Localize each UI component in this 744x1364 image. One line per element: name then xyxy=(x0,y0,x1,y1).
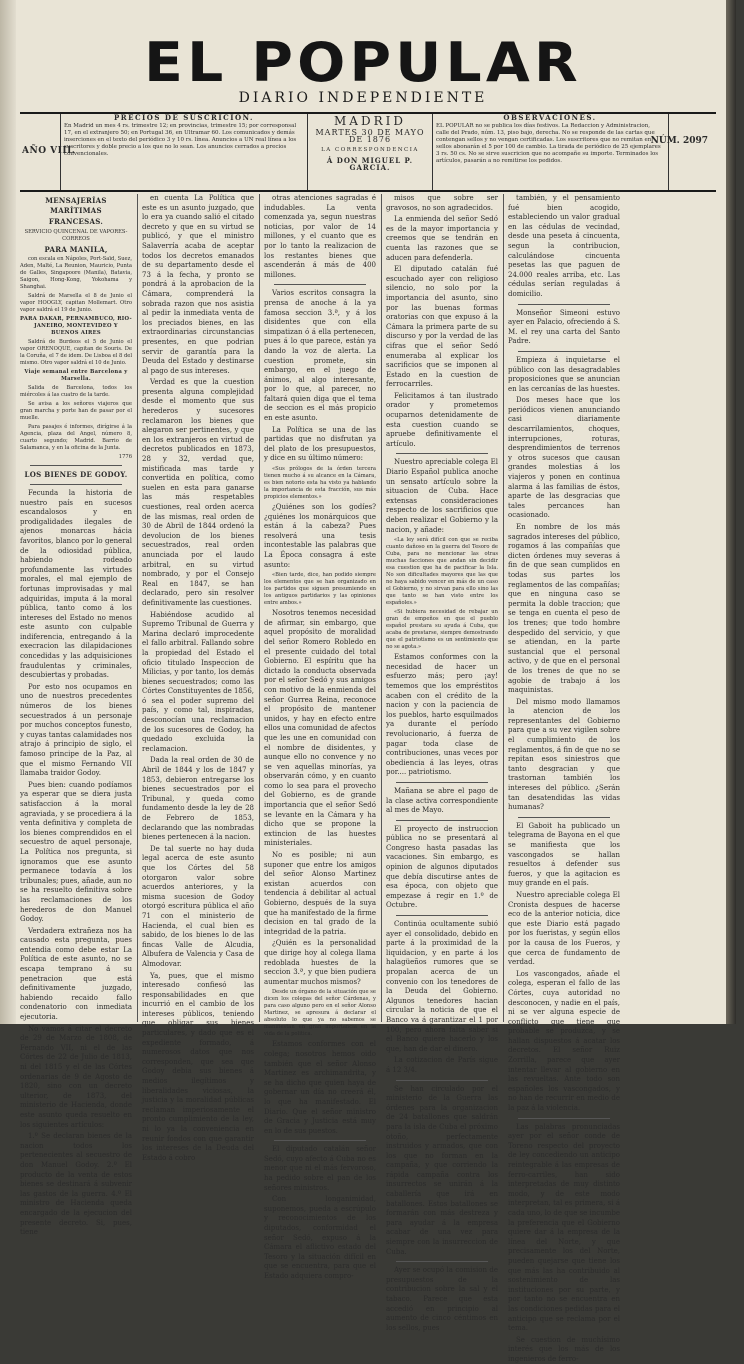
ad-reference: 1776 xyxy=(118,454,132,461)
article-paragraph: El proyecto de instruccion pública no se presentará al Congreso hasta pasadas las vacaciones. Sin embargo, es opinion de algunos diputados que debía discutirse antes de esa época, con objeto que empezase á regir en 1.º de Octubre. xyxy=(386,824,498,910)
article-paragraph: Estamos conformes con la necesidad de hacer un esfuerzo más; pero ¡ay! tememos que los empréstitos acaben con el crédito de la nacion y con la paciencia de los pueblos, harto esquilmados ya durante el período revolucionario, á fuerza de pagar toda clase de contribuciones, unas veces por obediencia á las leyes, otras por.... patriotismo. xyxy=(386,653,498,777)
article-paragraph: Pues bien: cuando podíamos ya esperar que se diera justa satisfaccion á la moral agraviada, y se procediera á la venta definitiva y completa de los bienes comprendidos en el secuestro de aquel personaje, La Política nos pregunta, si ignoramos que ese asunto permanece todavía á los tribunales; pues, añade, aun no se ha resuelto definitiva sobre las reclamaciones de los herederos de don Manuel Godoy. xyxy=(20,780,132,924)
section-divider xyxy=(274,284,366,285)
shipping-heading: MENSAJERÍAS MARÍTIMAS xyxy=(45,196,107,215)
article-paragraph: Felicitamos á tan ilustrado orador y prometemos ocuparnos detenidamente de esta cuestion cuando se apruebe definitivamente el artículo. xyxy=(386,391,498,448)
header-divider xyxy=(307,114,308,190)
shipping-text: Para pasajes é informes, dirígirse á la Agencia, plaza del Angel, número 8, cuarto segundo; Madrid. Barrio de Salamanca, y en la oficina de la Junta. xyxy=(20,424,132,452)
shipping-text: Se avisa a los señores viajeros que gran marcha y porte han de pasar por el muelle. xyxy=(20,401,132,422)
article-paragraph: Nuestro apreciable colega El Cronista despues de hacerse eco de la anterior noticia, dice que este Diario está pagado por los fueristas, y según ellos por la causa de los Fueros, y que cerca de fundamento de verdad. xyxy=(508,890,620,967)
article-paragraph: Ya, pues, que el mismo interesado confiesó las responsabilidades en que incurrió en el cambio de los intereses públicos, teniendo que obligar sus bienes particulares, y dado que es el expediente formado, á numerosos datos que nos corresponden, que sea que Godoy debia sus bienes á medios ilegítimos y liberalidades viciosas, la justicia y la moralidad públicas reclaman imperiosamente el pronto cumplimiento de la ley, ni lo ya la conveniencia en reunir fondos con que garantir los intereses de la Deuda del Estado á cobro xyxy=(142,971,254,1162)
issue-number: NÚM. 2097 xyxy=(650,136,708,146)
article-paragraph: Dada la real orden de 30 de Abril de 1844 y los de 1847 y 1853, debieron entregarse los bienes secuestrados por el Tribunal, y queda como fundamento desde la ley de 28 de Febrero de 1853, declarando que las nombradas bienes pertenecen á la nacion. xyxy=(142,756,254,842)
quoted-paragraph: «Sus prólogos de la órden tercera tienen mucho á su alcance en la Cámara, es bien notorio esta ha visto ya hablando la importancia de esta fracción, sus más propicios elementos.» xyxy=(264,466,376,501)
correspondence-label: LA CORRESPONDENCIA xyxy=(321,147,419,153)
shipping-heading: Viaje semanal entre Barcelona y Marsella. xyxy=(24,369,128,383)
article-paragraph: Con longanimidad, suponemos, pueda a escrúpulo y reconocimientos de los diputados, conformidad el señor Sedó, expuso á la Cámara el aflictivo estado del Tesoro y la situación difícil en que se encuentra, para que el Estado adquiera compro- xyxy=(264,1195,376,1280)
newspaper-subtitle: DIARIO INDEPENDIENTE xyxy=(238,90,488,106)
article-paragraph: El diputado catalán señor Sedó, cuyo afecto á Cuba no es menor que ni el más fervoroso, ha pedido sobre el pan de los señores ministros. xyxy=(264,1145,376,1192)
article-paragraph: Estamos conformes con el colega; nosotros hemos oido también que el señor Alonso Martinez es archimandrita, y se ha dicho que quien haya de gobernar un día no creerá él, lo que ha manifestado. El Diario. Que el señor ministro de Gracia y Justicia está muy en lo de sus puestos. xyxy=(264,1040,376,1135)
article-paragraph: Varios escritos consagra la prensa de anoche á la ya famosa seccion 3.ª, y á los disidentes que con ella simpatizan ó á ella pertenecen, pues á lo que parece, están ya dando la voz de alerta. La cuestion promete, sin embargo, en el juego de ánimos, al algo interesante, por lo que, al parecer, no faltará quien diga que el tema de seccion es el más propicio en este asunto. xyxy=(264,289,376,423)
shipping-text: Saldrá de Burdeos el 5 de Junio el vapor ORENOQUE, capitan de Souris. De la Coruña, el 7 de idem. De Lisboa el 8 del mismo. Otro vapor saldrá el 10 de Junio. xyxy=(20,339,132,367)
quoted-paragraph: «La ley será difícil con que se reciba cuanto dañoso en la guerra del Tesoro de Cuba, para no mencionar las otras muchas facciones que andan sin decidir esa cuestion que ha de pacificar la Isla. No son dificultades mayores que las que no haya sabido vencer en más de un caso el Gobierno, y no sirvan para ello sino las que tanto se han visto entre los españoles.» xyxy=(386,537,498,607)
article-paragraph: Las palabras pronunciadas ayer por el señor conde de Toreno respecto del proyecto de ley concediendo un anticipo reintegrable á las empresas de ferro-carriles, han sido interpretadas de muy distinto modo, y de este modo interpretan, tal es primera, si á cada uno, lo de que se incumbe la preferencia que el Gobierno quiere dar á la empresa de la línea del Norte, y que precisamente los del Norte, pueden quejarse que tiene los que más las ha contribuido al sostenimiento de las instituciones por su parte, y por tanto no se encuentra en las condiciones pedidas para el anticipo que se reclama por el tema. xyxy=(508,1122,620,1333)
year-label: AÑO VIII. xyxy=(22,146,76,156)
article-paragraph: Los vascongados, añade el colega, esperan el fallo de las Córtes, cuya autoridad no desconocen, y nadie en el país, ni se ver alguna especie de conflicto que tiene que probable se produzca, y se hallan dispuestos á acatar los decretos. El señor Ruiz Zorrilla, parece que ayer intentar llevar al gobierno en las revueltas. Ante todo son españoles los vascongados, y no han de recurrir en medio de la paz á la violencia. xyxy=(508,969,620,1113)
article-paragraph: Dos meses hace que los periódicos vienen anunciando casi diariamente descarrilamientos, choques, interrupciones, roturas, desprendimientos de terrenos y otros sucesos que causan grandes molestias á los viajeros y ponen en continua alarma á las familias de éstos, aparte de las desgracias que tales percances han ocasionado. xyxy=(508,396,620,520)
shipping-heading: PARA DAKAR, PERNAMBUCO, RIO-JANEIRO, MONTEVIDEO Y BUENOS AIRES xyxy=(20,316,132,337)
shipping-text: Salida de Barcelona, todos los miércoles á las cuatro de la tarde. xyxy=(20,385,132,399)
article-paragraph: Empieza á inquietarse el público con las desagradables proposiciones que se anuncian en las cercanías de las huestes. xyxy=(508,355,620,393)
masthead xyxy=(0,31,726,106)
article-paragraph: Mañana se abre el pago de la clase activa correspondiente al mes de Mayo. xyxy=(386,786,498,815)
article-paragraph: en cuenta La Política que este es un asunto juzgado, que lo era ya cuando salió el citado decreto y que en su virtud se publicó, y que el ministro Salaverría acaba de aceptar todos los decretos emanados de su departamento desde el 73 á la fecha, y pronto se pondrá á la aprobacion de la Cámara, comprenderá la sobrada razon que nos asistia al pedir la inmediata venta de los preciados bienes, en las extraordinarias circunstancias presentes, en que podrian servir de garantía para la Deuda del Estado y destinarse al pago de sus intereses. xyxy=(142,194,254,375)
page-binding xyxy=(0,0,16,1024)
article-paragraph: Se cuestion de muchísimo interés que los más de los ingenieros de ferro- xyxy=(508,1335,620,1363)
shipping-text: Saldrá de Marsella el 8 de Junio el vapor HOOGLY, capitan Mollemart. Otro vapor saldrá el 19 de Junio. xyxy=(20,293,132,314)
column-1 xyxy=(20,194,132,1237)
article-paragraph: Se han circulado por el ministerio de la Guerra las órdenes para la organizacion de 24 batallones que saldrán para la isla de Cuba el próximo otoño, perfectamente instruidos y armados, que con los que no forman en la campaña, y que corriendo la rápida campaña contra los insurrectos se unirán á la caballería que irá en batallones. Estos batallones se formarán con más destreza y para ayudar á la empresa acabar de una vez para siempre con la insurreccion de Cuba. xyxy=(386,1084,498,1256)
quoted-paragraph: Desde un órgano de la situación que se dicen los colegas del señor Cárdenas, y para caso alguno pero en el señor Alonso Martinez, se apresura á declarar el absoluto lo que ya no sabemos se manifiestan en gran importancia en la vida de la politica. xyxy=(264,989,376,1038)
observaciones-text: EL POPULAR no se publica los días festivos. La Redaccion y Administracion, calle del Prado, núm. 13, piso bajo, derecha. No se responde de las cartas que contengan sellos y no vengan certificadas. Los suscritores que no remitan en sellos abonarán el 5 por 100 de cambio. La tirada de periódico de 25 ejemplares 3 rs. 50 cs. No se sirve suscricion que no acompañe su importe. Terminados los artículos, pasarán a no remitirse los pedidos. xyxy=(436,123,661,164)
article-paragraph: Por esto nos ocupamos en uno de nuestros precedentes números de los bienes secuestrados á un personaje por muchos conceptos funesto, y cuyas tantas calamidades nos atrajo á principio de siglo, el famoso principe de la Paz, al que el mismo Fernando VII llamaba traidor Godoy. xyxy=(20,682,132,778)
article-paragraph: ¿Quiénes son los godíes? ¿quiénes los monárquicos que están á la cabeza? Pues resolverá una tesis incontestable las palabras que La Época consagra á este asunto: xyxy=(264,503,376,569)
article-paragraph: La cotizacion de París sigue á 12 3/4. xyxy=(386,1056,498,1074)
column-rule xyxy=(259,194,260,1022)
article-paragraph: otras atenciones sagradas é indudables. La venta comenzada ya, segun nuestras noticias, por valor de 14 millones, y el cuanto que es por lo tanto la realizacion de los restantes bienes que ascenderán á más de 400 millones. xyxy=(264,194,376,279)
article-paragraph: misos que sobre ser gravosos, no son agradecidos. xyxy=(386,194,498,212)
section-divider xyxy=(396,1080,488,1081)
column-3 xyxy=(264,194,376,1280)
section-divider xyxy=(30,484,122,485)
body-columns xyxy=(20,194,720,1363)
article-paragraph: ¿Quién es la personalidad que dirige hoy al colega llama redoblada huestes de la seccion 3.ª, y que bien pudiera aumentar muchos mismos? xyxy=(264,939,376,986)
header-divider xyxy=(60,114,61,190)
section-divider xyxy=(396,820,488,821)
article-paragraph: En nombre de los más sagrados intereses del público, rogamos á las compañías que dicten órdenes muy severas á fin de que sean cumplidos en todas sus partes los reglamentos de las compañías; que en ninguna caso se permita la doble traccion; que se tenga en cuenta el peso de los trenes; que todo hombre despedido del servicio, y que se atiendan, en la parte sustancial que el personal activo, y de que en el personal de los trenes de que no se agobie de trabajo á los maquinistas. xyxy=(508,523,620,695)
section-divider xyxy=(274,1140,366,1141)
article-paragraph: Verdadera extrañeza nos ha causado esta pregunta, pues entendia como debe estar La Política de este asunto, no se escapa temprano á su penetracion que está definitivamente juzgado, habiendo recaido fallo condenatorio con inmediata ejecutoria. xyxy=(20,926,132,1022)
section-divider xyxy=(518,304,610,305)
precios-text: En Madrid un mes 4 rs. trimestre 12; en provincias, trimestre 15; por corresponsal 17, en el extranjero 50; en Portugal 36, en Ultramar 60. Los comunicados y demás inserciones en el texto del periódico 3 y 10 rs. línea. Anuncios a UN real línea a los suscritores y doble precio a los que no lo sean. Los anuncios cerrados a precios convencionales. xyxy=(64,123,297,157)
section-divider xyxy=(396,782,488,783)
article-paragraph: Continúa ocultamente subió ayer el consolidado, debido en parte á la proximidad de la liquidacion, y en parte á los halagüeños rumores que se propalan acerca de un convenio con los tenedores de la Deuda del Gobierno. Algunos tenedores hacian circular la noticia de que el Banco va á garantizar el 1 por 100, pero ahora falta saber si el Banco quiere hacerlo y los que, han de dar el dinero. xyxy=(386,920,498,1053)
header-bottom-rule xyxy=(20,190,716,192)
column-5 xyxy=(508,194,620,1363)
article-paragraph: Nuestro apreciable colega El Diario Español publica anoche un sensato artículo sobre la situacion de Cuba. Hace extensas consideraciones respecto de los sacrificios que deben realizar el Gobierno y la nacion, y añade: xyxy=(386,458,498,534)
newspaper-title: EL POPULAR xyxy=(144,31,582,94)
article-paragraph: también, y el pensamiento fué bien acogido, estableciendo un valor gradual en las cédulas de vecindad, desde una peseta á cincuenta, segun la contribucion, calculándose cincuenta pesetas las que paguen de 24.000 reales arriba, etc. Las cédulas serían reguladas á domicilio. xyxy=(508,194,620,298)
precios-box xyxy=(64,114,304,158)
precios-title: PRECIOS DE SUSCRICION. xyxy=(114,113,254,122)
date-label: MARTES 30 DE MAYO DE 1876 xyxy=(315,128,425,144)
article-paragraph: Verdad es que la cuestion presenta alguna complejidad desde el momento que sus herederos y sucesores reclamaron los bienes que alegaron ser pertinentes, y que en los extranjeros en virtud de decretos publicados en 1873, 28 y 32, verdad que, mistificada mas tarde y convertida en política, como suelen en esta para ganarse las más respetables cuestiones, real orden acerca de las mismas, real orden de 30 de Abril de 1844 ordenó la devolucion de los bienes secuestrados, real orden anunciada por el laudo arbitral, en su virtud nombrado, y por el Consejo Real en 1847, se han declarado, pero sin resolver definitivamente las cuestiones. xyxy=(142,378,254,607)
article-paragraph: De tal suerte no hay duda legal acerca de este asunto que los Córtes del 58 otorgaron valor sobre acuerdos anteriores, y la misma sucesion de Godoy otorgó escritura pública el año 71 con el ministerio de Hacienda, el cual bien es sabido, de los bienes lo de las fincas Valle de Alcudia, Albufera de Valencia y Casa de Almodovar. xyxy=(142,844,254,968)
shipping-subheading: SERVICIO QUINCENAL DE VAPORES-CORREOS xyxy=(24,228,128,242)
article-paragraph: El Gaboit ha publicado un telegrama de Bayona en el que se manifiesta que los vascongados se hallan resueltos á defender sus fueros, y que la agitacion es muy grande en el país. xyxy=(508,821,620,888)
column-rule xyxy=(137,194,138,1022)
article-title: LOS BIENES DE GODOY. xyxy=(24,470,128,480)
section-divider xyxy=(396,453,488,454)
article-paragraph: Fecunda la historia de nuestro país en sucesos escandalosos y en prodigalidades ilegales de ajenos monarcas hácia favoritos, blanco por lo general de la odiosidad pública, habiendo rodeado profundamente las virtudes morales, el mal ejemplo de fortunas improvisadas y mal adquiridas, imputa á la moral pública, tanto como á los intereses del Estado no menos este asunto con culpable indiferencia, entregando á la execracion las dilapidaciones concedidas y las adquisiciones fraudulentas y criminales, descubiertas y probadas. xyxy=(20,488,132,680)
observaciones-box xyxy=(436,114,664,165)
column-rule xyxy=(503,194,504,1022)
correspondence-address: Á DON MIGUEL P. GARCIA. xyxy=(326,156,414,172)
dateline-box xyxy=(310,114,430,171)
section-divider xyxy=(518,817,610,818)
article-paragraph: No vamos á citar el decreto de 29 de Marzo de 1808, de Fernando VII, ni el de las Córtes de 22 de Julio de 1813, ni del 1815 y el de las Córtes ordenarias de 9 de Agosto de 1820, sino con un decreto ulterior, de 1873, del ministerio de Hacienda, donde este asunto queda resuelto en los siguientes artículos: xyxy=(20,1024,132,1129)
volume-edge xyxy=(726,0,736,1024)
article-paragraph: La enmienda del señor Sedó es de la mayor importancia y creemos que se tendrán en cuenta las razones que se aducen para defenderla. xyxy=(386,215,498,262)
article-paragraph: El diputado catalán fué escuchado ayer con religioso silencio, no solo por la importancia del asunto, sino por las buenas formas oratorias con que expuso á la Cámara la primera parte de su discurso y por la verdad de las cifras que el señor Sedó enumeraba al explicar los sacrificios que se imponen al Estado en la cuestion de ferrocarriles. xyxy=(386,265,498,389)
column-4 xyxy=(386,194,498,1332)
article-paragraph: Ayer se ocupó la comision de presupuestos de la contribucion sobre la sal y el tabaco. Parece que esta accedió en principio al aumento de cinco céntimos en los sellos, pues xyxy=(386,1266,498,1332)
header-band xyxy=(20,114,716,190)
header-divider xyxy=(668,114,669,190)
column-rule xyxy=(381,194,382,1022)
section-divider xyxy=(396,1261,488,1262)
section-divider xyxy=(518,351,610,352)
quoted-paragraph: «Bien tarde, dice, han podido siempre los elementos que se han organizado en los partidos que siguen presumiendo en los antiguos partidarios y las opiniones entre ambos.» xyxy=(264,572,376,607)
header-divider xyxy=(432,114,433,190)
article-paragraph: 1.º Se declaran bienes de la nacion todos los pertenecientes al secuestro de don Manuel Godoy. 2.º El producto de la venta de estos bienes se destinará á subvenir las gastos de la guerra. 4.º El ministro de Hacienda queda encargado de la ejecucion del presente decreto. Si, pues, tiene xyxy=(20,1132,132,1237)
shipping-text: con escala en Nápoles, Port-Saïd, Suez, Aden, Malté, La Reunion, Mauricio, Punta de Galles, Singapoore (Manila), Batavia, Saigon, Hong-Kong, Yokohama y Shanghai. xyxy=(20,256,132,291)
section-divider xyxy=(30,465,122,466)
section-divider xyxy=(518,1118,610,1119)
shipping-heading: PARA MANILA, xyxy=(44,244,108,254)
article-paragraph: Habiéndose acudido al Supremo Tribunal de Guerra y Marina declaró improcedente el fallo arbitral. Fallando sobre la propiedad del Estado el oficio titulado Inspeccion de Milicias, y por tanto, los demás bienes secuestrados; como las Córtes Constituyentes de 1856, ó sea el poder supremo del país, y como tal, inspiradas, desconocían una reclamacion de los sucesores de Godoy, ha quedado excluida la reclamacion. xyxy=(142,610,254,753)
article-paragraph: Del mismo modo llamamos la atencion de los representantes del Gobierno para que a su vez vigilen sobre el cumplimiento de los reglamentos, á fin de que no se repitan esos siniestros que tanto desgracian y que trastornan también los intereses del público. ¿Serán tan desatendidas las vidas humanas? xyxy=(508,697,620,812)
article-paragraph: La Política se una de las partidas que no disfrutan ya del plato de los presupuestos, y dice en su último número: xyxy=(264,425,376,463)
article-paragraph: No es posible; ni aun suponer que entre los amigos del señor Alonso Martinez existan acuerdos con tendencia á debilitar al actual Gobierno, después de la suya que ha manifestado de la firme decision en tal grado de la integridad de la patria. xyxy=(264,851,376,936)
article-paragraph: Nosotros tenemos necesidad de afirmar, sin embargo, que aquel propósito de moralidad del señor Romero Robledo en el presente cuidado del total Gobierno. El espíritu que ha dictado la conducta observada por el señor Sedó y sus amigos con motivo de la enmienda del señor Gurrea Reina, reconoce el propósito de mantener unidos, y hay en efecto entre ellos una comunidad de afectos que les une en comunidad con el nombre de disidentes, y aunque ello no convence y no se ven aquellas minorías, ya observarán cómo, y en cuanto como lo sea para el provecho del Gobierno, es de grande importancia que el señor Sedó se levante en la Cámara y ha dicho que se propone la extincion de las huestes ministeriales. xyxy=(264,609,376,848)
column-2 xyxy=(142,194,254,1162)
observaciones-title: OBSERVACIONES. xyxy=(503,113,597,122)
section-divider xyxy=(396,915,488,916)
shipping-heading: FRANCESAS. xyxy=(48,217,104,227)
city-label: MADRID xyxy=(334,114,406,128)
article-paragraph: Monseñor Simeoni estuvo ayer en Palacio, ofreciendo á S. M. el rey una carta del Santo Padre. xyxy=(508,308,620,346)
quoted-paragraph: «Si hubiera necesidad de rebajar un gran de empeños en que el pueblo español prestara su ayuda á Cuba, que acaba de prestarse, siempre demostrando que el patriotismo es un sentimiento que no se agota.» xyxy=(386,609,498,651)
